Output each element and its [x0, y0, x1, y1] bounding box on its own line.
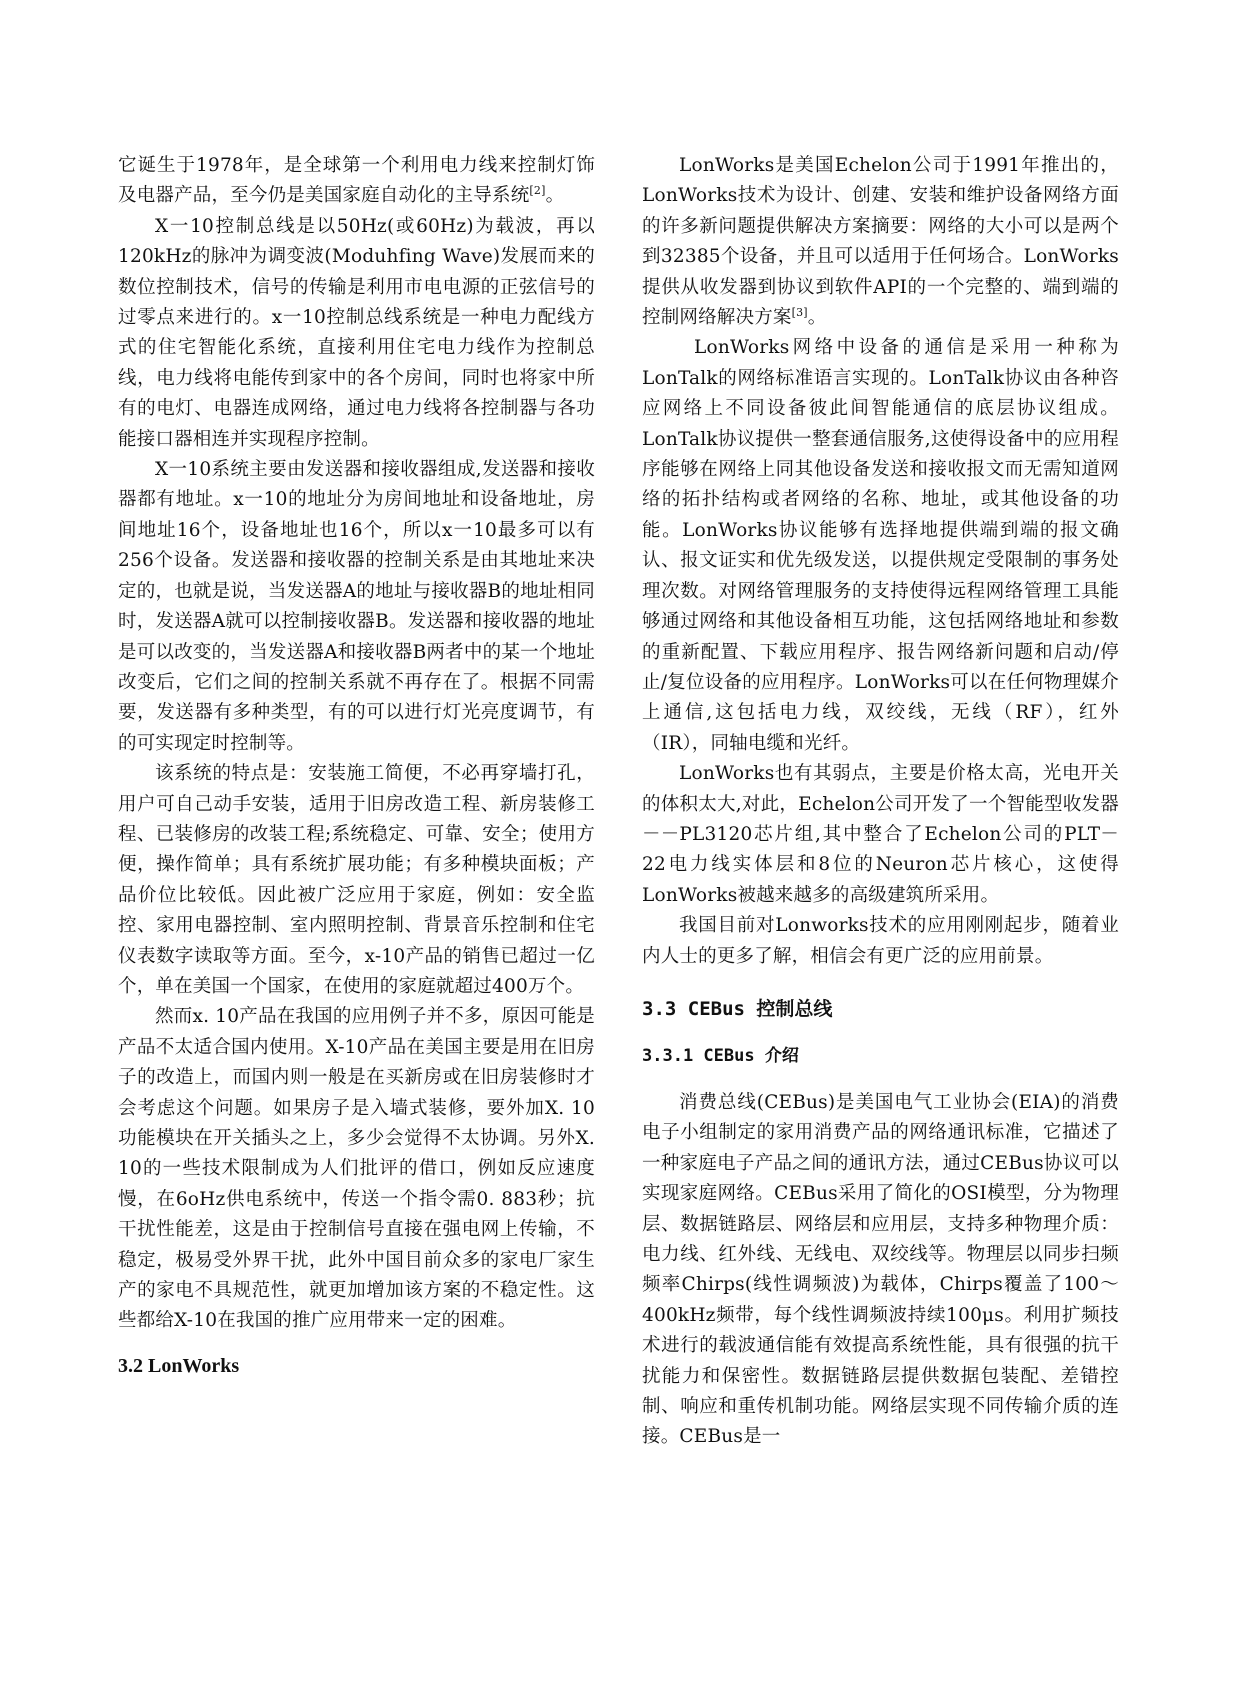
- paragraph: LonWorks网络中设备的通信是采用一种称为LonTalk的网络标准语言实现的。LonTalk协议由各种咨应网络上不同设备彼此间智能通信的底层协议组成。LonTalk协议提供一整套通信服务,这使得设备中的应用程序能够在网络上同其他设备发送和接收报文而无需知道网络的拓扑结构或者网络的名称、地址，或其他设备的功能。LonWorks协议能够有选择地提供端到端的报文确认、报文证实和优先级发送，以提供规定受限制的事务处理次数。对网络管理服务的支持使得远程网络管理工具能够通过网络和其他设备相互功能，这包括网络地址和参数的重新配置、下载应用程序、报告网络新问题和启动/停止/复位设备的应用程序。LonWorks可以在任何物理媒介上通信,这包括电力线，双绞线，无线（RF），红外（IR），同轴电缆和光纤。: [642, 337, 1119, 754]
- paragraph: LonWorks也有其弱点，主要是价格太高，光电开关的体积太大,对此，Echelon公司开发了一个智能型收发器－－PL3120芯片组,其中整合了Echelon公司的PLT－22电力线实体层和8位的Neuron芯片核心，这使得LonWorks被越来越多的高级建筑所采用。: [642, 763, 1119, 906]
- subsection-heading: 3.3.1 CEBus 介绍: [642, 1045, 799, 1066]
- paragraph: 消费总线(CEBus)是美国电气工业协会(EIA)的消费电子小组制定的家用消费产品的网络通讯标准，它描述了一种家庭电子产品之间的通讯方法，通过CEBus协议可以实现家庭网络。CEBus采用了简化的OSI模型，分为物理层、数据链路层、网络层和应用层，支持多种物理介质：电力线、红外线、无线电、双绞线等。物理层以同步扫频频率Chirps(线性调频波)为载体，Chirps覆盖了100～400kHz频带，每个线性调频波持续100μs。利用扩频技术进行的载波通信能有效提高系统性能，具有很强的抗干扰能力和保密性。数据链路层提供数据包装配、差错控制、响应和重传机制功能。网络层实现不同传输介质的连接。CEBus是一: [642, 1091, 1119, 1448]
- right-column: [642, 151, 1119, 1453]
- citation-ref: [3]: [791, 305, 808, 319]
- citation-ref: [2]: [529, 184, 546, 198]
- section-heading: 3.2 LonWorks: [118, 1354, 240, 1377]
- section-heading: 3.3 CEBus 控制总线: [642, 997, 833, 1020]
- paragraph: 它诞生于1978年，是全球第一个利用电力线来控制灯饰及电器产品，至今仍是美国家庭自动化的主导系统[2]。: [118, 155, 595, 207]
- paragraph: X一10系统主要由发送器和接收器组成,发送器和接收器都有地址。x一10的地址分为房间地址和设备地址，房间地址16个，设备地址也16个，所以x一10最多可以有256个设备。发送器和接收器的控制关系是由其地址来决定的，也就是说，当发送器A的地址与接收器B的地址相同时，发送器A就可以控制接收器B。发送器和接收器的地址是可以改变的，当发送器A和接收器B两者中的某一个地址改变后，它们之间的控制关系就不再存在了。根据不同需要，发送器有多种类型，有的可以进行灯光亮度调节，有的可实现定时控制等。: [118, 459, 595, 754]
- left-column: [118, 151, 595, 1378]
- paragraph: 然而x. 10产品在我国的应用例子并不多，原因可能是产品不太适合国内使用。X-10产品在美国主要是用在旧房子的改造上，而国内则一般是在买新房或在旧房装修时才会考虑这个问题。如果房子是入墙式装修，要外加X. 10功能模块在开关插头之上，多少会觉得不太协调。另外X. 10的一些技术限制成为人们批评的借口，例如反应速度慢，在6oHz供电系统中，传送一个指令需0. 883秒；抗干扰性能差，这是由于控制信号直接在强电网上传输，不稳定，极易受外界干扰，此外中国目前众多的家电厂家生产的家电不具规范性，就更加增加该方案的不稳定性。这些都给X-10在我国的推广应用带来一定的困难。: [118, 1006, 595, 1332]
- paragraph: 该系统的特点是：安装施工简便，不必再穿墙打孔，用户可自己动手安装，适用于旧房改造工程、新房装修工程、已装修房的改装工程;系统稳定、可靠、安全；使用方便，操作简单；具有系统扩展功能；有多种模块面板；产品价位比较低。因此被广泛应用于家庭，例如：安全监控、家用电器控制、室内照明控制、背景音乐控制和住宅仪表数字读取等方面。至今，x-10产品的销售已超过一亿个，单在美国一个国家，在使用的家庭就超过400万个。: [118, 763, 595, 997]
- paragraph: X一10控制总线是以50Hz(或60Hz)为载波，再以120kHz的脉冲为调变波(Moduhfing Wave)发展而来的数位控制技术，信号的传输是利用市电电源的正弦信号的过零点来进行的。x一10控制总线系统是一种电力配线方式的住宅智能化系统，直接利用住宅电力线作为控制总线，电力线将电能传到家中的各个房间，同时也将家中所有的电灯、电器连成网络，通过电力线将各控制器与各功能接口器相连并实现程序控制。: [118, 215, 595, 450]
- paragraph: 我国目前对Lonworks技术的应用刚刚起步，随着业内人士的更多了解，相信会有更广泛的应用前景。: [642, 915, 1119, 967]
- paragraph: LonWorks是美国Echelon公司于1991年推出的，LonWorks技术为设计、创建、安装和维护设备网络方面的许多新问题提供解决方案摘要：网络的大小可以是两个到32385个设备，并且可以适用于任何场合。LonWorks提供从收发器到协议到软件API的一个完整的、端到端的控制网络解决方案[3]。: [642, 155, 1119, 329]
